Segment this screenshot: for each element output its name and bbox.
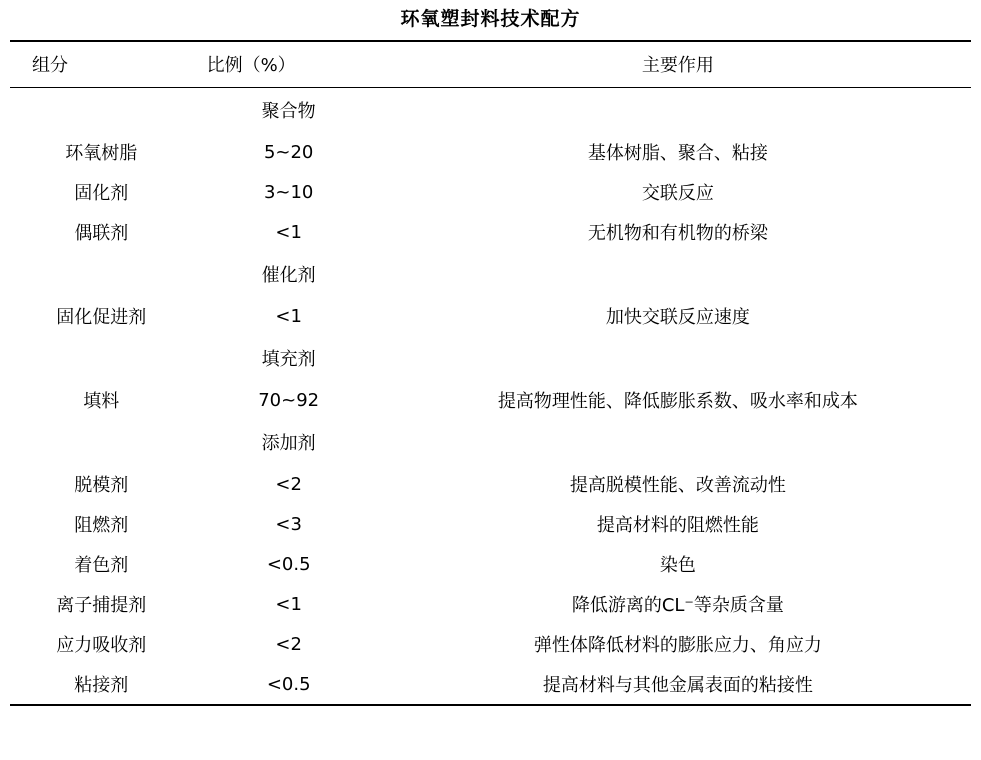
cell-component: 粘接剂 [74,675,129,696]
cell-component: 脱模剂 [74,475,129,496]
table-group-row [10,252,971,296]
table-row [10,132,971,172]
table-group-label: 催化剂 [261,265,316,286]
table-header-row [10,41,971,88]
table-group-spacer [10,336,193,380]
table-row [10,296,971,336]
cell-ratio: <1 [275,221,302,243]
table-body [10,88,971,705]
cell-ratio: <2 [275,473,302,495]
table-row [10,464,971,504]
cell-component: 应力吸收剂 [56,635,147,656]
table-row [10,212,971,252]
cell-component: 着色剂 [74,555,129,576]
cell-role: 降低游离的CL⁻等杂质含量 [571,595,784,616]
cell-role: 提高物理性能、降低膨胀系数、吸水率和成本 [497,391,858,412]
table-row [10,544,971,584]
cell-component: 固化剂 [74,183,129,204]
cell-role: 提高材料与其他金属表面的粘接性 [542,675,813,696]
cell-ratio: <2 [275,633,302,655]
cell-component: 阻燃剂 [74,515,129,536]
table-header [10,41,971,88]
page-title: 环氧塑封料技术配方 [400,8,581,30]
table-group-spacer [10,420,193,464]
table-group-label: 聚合物 [261,101,316,122]
cell-ratio: 70~92 [258,389,320,411]
table-bottom-rule [10,704,971,706]
cell-role: 加快交联反应速度 [605,307,750,328]
cell-role: 提高材料的阻燃性能 [596,515,759,536]
cell-component: 填料 [83,391,120,412]
cell-role: 染色 [659,555,696,576]
cell-role: 基体树脂、聚合、粘接 [587,143,768,164]
cell-role: 交联反应 [641,183,714,204]
table-group-spacer [385,252,971,296]
table-group-label: 填充剂 [261,349,316,370]
cell-component: 偶联剂 [74,223,129,244]
table-row [10,664,971,704]
cell-role: 无机物和有机物的桥梁 [587,223,768,244]
cell-ratio: 5~20 [263,141,314,163]
cell-ratio: <0.5 [266,673,311,695]
cell-role: 提高脱模性能、改善流动性 [569,475,786,496]
table-group-spacer [385,420,971,464]
table-group-spacer [10,252,193,296]
table-group-label: 添加剂 [261,433,316,454]
column-header-role: 主要作用 [641,55,714,76]
cell-ratio: 3~10 [263,181,314,203]
cell-component: 环氧树脂 [65,143,138,164]
table-row [10,504,971,544]
cell-role: 弹性体降低材料的膨胀应力、角应力 [533,635,822,656]
cell-ratio: <0.5 [266,553,311,575]
table-row [10,624,971,664]
table-group-spacer [385,336,971,380]
cell-ratio: <3 [275,513,302,535]
cell-ratio: <1 [275,305,302,327]
table-group-row [10,336,971,380]
column-header-component: 组分 [32,55,68,76]
table-group-spacer [385,88,971,133]
column-header-ratio: 比例（%） [206,55,296,76]
table-group-spacer [10,88,193,133]
table-row [10,584,971,624]
formulation-table [10,40,971,704]
table-group-row [10,88,971,133]
table-row [10,172,971,212]
cell-component: 离子捕提剂 [56,595,147,616]
table-row [10,380,971,420]
cell-component: 固化促进剂 [56,307,147,328]
table-group-row [10,420,971,464]
cell-ratio: <1 [275,593,302,615]
